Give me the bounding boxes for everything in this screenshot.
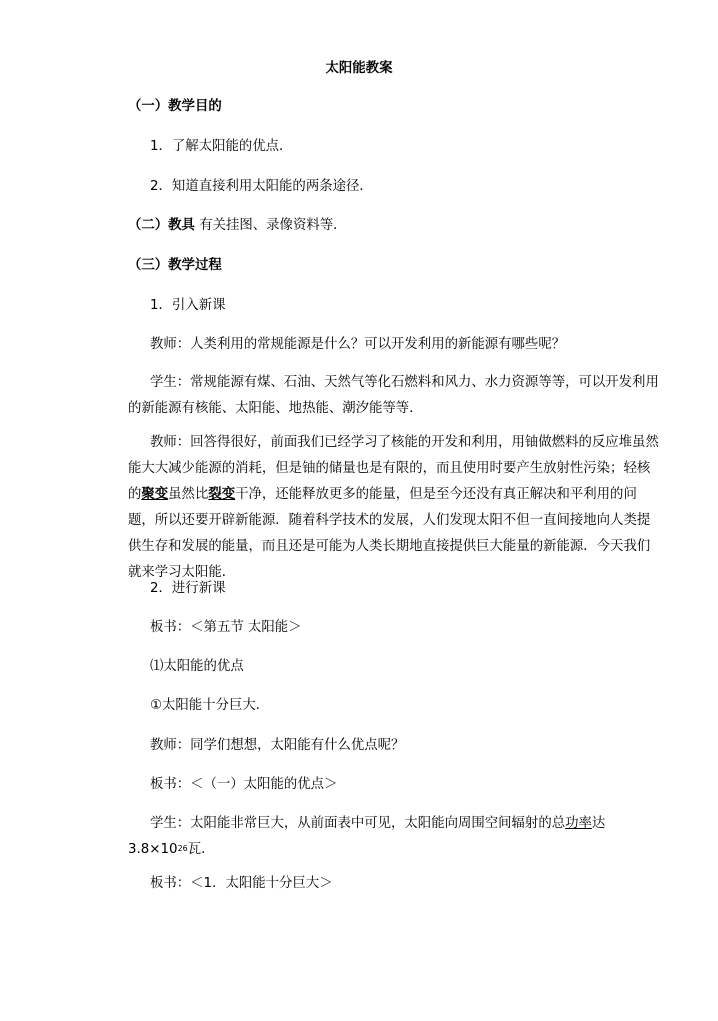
teacher-text-part-2: 虽然比	[168, 487, 209, 502]
term-fusion-link: 聚变	[141, 487, 169, 502]
section-heading-materials	[128, 217, 347, 235]
step-intro: 1．引入新课	[150, 298, 226, 313]
subheading-advantages: ⑴太阳能的优点	[150, 659, 244, 674]
teacher-explanation	[128, 430, 660, 586]
point-huge-energy: ①太阳能十分巨大．	[150, 698, 270, 713]
student-answer-1: 学生：常规能源有煤、石油、天然气等化石燃料和风力、水力资源等等，可以开发利用的新能源有核能、太阳能、地热能、潮汐能等等．	[128, 375, 659, 416]
teacher-question-2: 教师：同学们想想，太阳能有什么优点呢？	[150, 738, 405, 753]
term-fission-link: 裂变	[208, 487, 236, 502]
teacher-text-part-1: 教师：回答得很好，前面我们已经学习了核能的开发和利用，用铀做燃料的反应堆虽然能大大减少能源的消耗，但是铀的储量也是有限的，而且使用时要产生放射性污染；轻核的	[128, 435, 659, 502]
term-power-link: 功率	[565, 816, 592, 831]
objective-item-1: 1．了解太阳能的优点．	[150, 139, 293, 154]
materials-text: 有关挂图、录像资料等．	[194, 218, 347, 233]
student-answer-2	[128, 811, 660, 863]
exponent-value: 26	[177, 844, 188, 853]
student-text-part-1: 学生：太阳能非常巨大，从前面表中可见，太阳能向周围空间辐射的总	[150, 816, 566, 831]
objective-item-2: 2．知道直接利用太阳能的两条途径．	[150, 179, 373, 194]
unit-text: 瓦．	[187, 842, 215, 857]
document-title: 太阳能教案	[325, 61, 393, 76]
student-text-part-2: 达 3.8×10	[128, 816, 606, 857]
step-new-lesson: 2．进行新课	[150, 581, 226, 596]
board-note-1: 板书：＜第五节 太阳能＞	[150, 620, 302, 635]
board-note-2: 板书：＜（一）太阳能的优点＞	[150, 777, 338, 792]
teacher-question-1: 教师：人类利用的常规能源是什么？可以开发利用的新能源有哪些呢？	[150, 337, 566, 352]
section-heading-process	[128, 257, 222, 275]
section-heading-objectives	[128, 98, 222, 116]
board-note-3: 板书：＜1．太阳能十分巨大＞	[150, 876, 333, 891]
section-heading-text: （三）教学过程	[128, 258, 222, 273]
section-heading-text: （一）教学目的	[128, 99, 222, 114]
teacher-text-part-3: 干净，还能释放更多的能量，但是至今还没有真正解决和平利用的问题，所以还要开辟新能源．随着科学技术的发展，人们发现太阳不但一直间接地向人类提供生存和发展的能量，而且还是可能为人类长期地直接提供巨大能量的新能源．今天我们就来学习太阳能．	[128, 487, 651, 580]
section-heading-text: （二）教具	[128, 218, 195, 233]
